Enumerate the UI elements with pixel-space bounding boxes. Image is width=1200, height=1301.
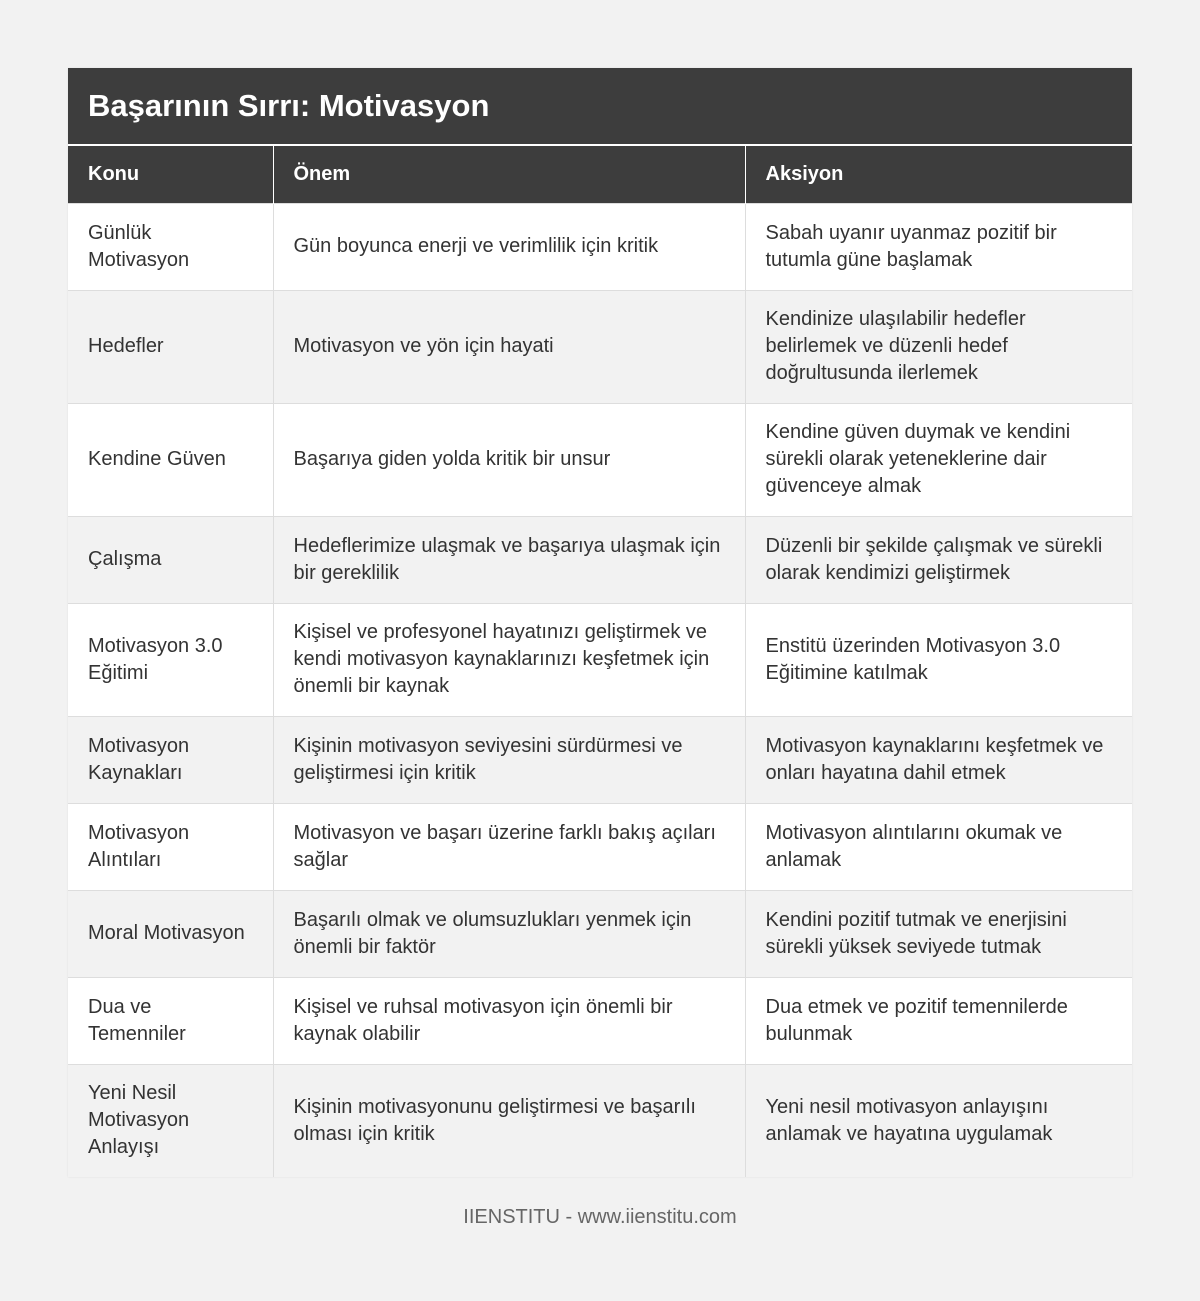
cell-onem: Kişisel ve ruhsal motivasyon için önemli bir kaynak olabilir: [273, 977, 745, 1064]
cell-aksiyon: Enstitü üzerinden Motivasyon 3.0 Eğitimine katılmak: [745, 603, 1132, 716]
cell-aksiyon: Düzenli bir şekilde çalışmak ve sürekli olarak kendimizi geliştirmek: [745, 516, 1132, 603]
table-row: [68, 977, 1132, 1064]
cell-onem: Hedeflerimize ulaşmak ve başarıya ulaşmak için bir gereklilik: [273, 516, 745, 603]
table-row: [68, 403, 1132, 516]
table-row: [68, 1064, 1132, 1177]
cell-onem: Motivasyon ve yön için hayati: [273, 290, 745, 403]
column-header-onem: Önem: [273, 145, 745, 203]
cell-konu: Moral Motivasyon: [68, 890, 273, 977]
table-row: [68, 803, 1132, 890]
cell-onem: Kişinin motivasyon seviyesini sürdürmesi ve geliştirmesi için kritik: [273, 716, 745, 803]
cell-konu: Motivasyon Alıntıları: [68, 803, 273, 890]
footer-credit: IIENSTITU - www.iienstitu.com: [463, 1206, 737, 1228]
cell-aksiyon: Sabah uyanır uyanmaz pozitif bir tutumla güne başlamak: [745, 203, 1132, 290]
cell-konu: Çalışma: [68, 516, 273, 603]
cell-konu: Günlük Motivasyon: [68, 203, 273, 290]
cell-aksiyon: Motivasyon alıntılarını okumak ve anlamak: [745, 803, 1132, 890]
table-card: [68, 68, 1132, 1177]
cell-konu: Motivasyon 3.0 Eğitimi: [68, 603, 273, 716]
cell-aksiyon: Yeni nesil motivasyon anlayışını anlamak ve hayatına uygulamak: [745, 1064, 1132, 1177]
cell-aksiyon: Dua etmek ve pozitif temennilerde bulunmak: [745, 977, 1132, 1064]
table-row: [68, 716, 1132, 803]
cell-aksiyon: Kendini pozitif tutmak ve enerjisini sürekli yüksek seviyede tutmak: [745, 890, 1132, 977]
cell-konu: Yeni Nesil Motivasyon Anlayışı: [68, 1064, 273, 1177]
title-bar: [68, 68, 1132, 144]
column-header-aksiyon: Aksiyon: [745, 145, 1132, 203]
motivation-table: [68, 144, 1132, 1177]
cell-onem: Kişinin motivasyonunu geliştirmesi ve başarılı olması için kritik: [273, 1064, 745, 1177]
cell-onem: Başarılı olmak ve olumsuzlukları yenmek için önemli bir faktör: [273, 890, 745, 977]
cell-konu: Dua ve Temenniler: [68, 977, 273, 1064]
cell-onem: Motivasyon ve başarı üzerine farklı bakış açıları sağlar: [273, 803, 745, 890]
table-row: [68, 603, 1132, 716]
table-row: [68, 516, 1132, 603]
cell-konu: Hedefler: [68, 290, 273, 403]
table-row: [68, 890, 1132, 977]
cell-aksiyon: Kendinize ulaşılabilir hedefler belirlemek ve düzenli hedef doğrultusunda ilerlemek: [745, 290, 1132, 403]
cell-konu: Motivasyon Kaynakları: [68, 716, 273, 803]
table-header-row: [68, 145, 1132, 203]
cell-onem: Gün boyunca enerji ve verimlilik için kritik: [273, 203, 745, 290]
table-row: [68, 203, 1132, 290]
cell-konu: Kendine Güven: [68, 403, 273, 516]
page-title: Başarının Sırrı: Motivasyon: [88, 88, 490, 123]
cell-onem: Başarıya giden yolda kritik bir unsur: [273, 403, 745, 516]
column-header-konu: Konu: [68, 145, 273, 203]
cell-aksiyon: Motivasyon kaynaklarını keşfetmek ve onları hayatına dahil etmek: [745, 716, 1132, 803]
cell-aksiyon: Kendine güven duymak ve kendini sürekli olarak yeteneklerine dair güvenceye almak: [745, 403, 1132, 516]
table-row: [68, 290, 1132, 403]
cell-onem: Kişisel ve profesyonel hayatınızı geliştirmek ve kendi motivasyon kaynaklarınızı keşfetmek için önemli bir kaynak: [273, 603, 745, 716]
